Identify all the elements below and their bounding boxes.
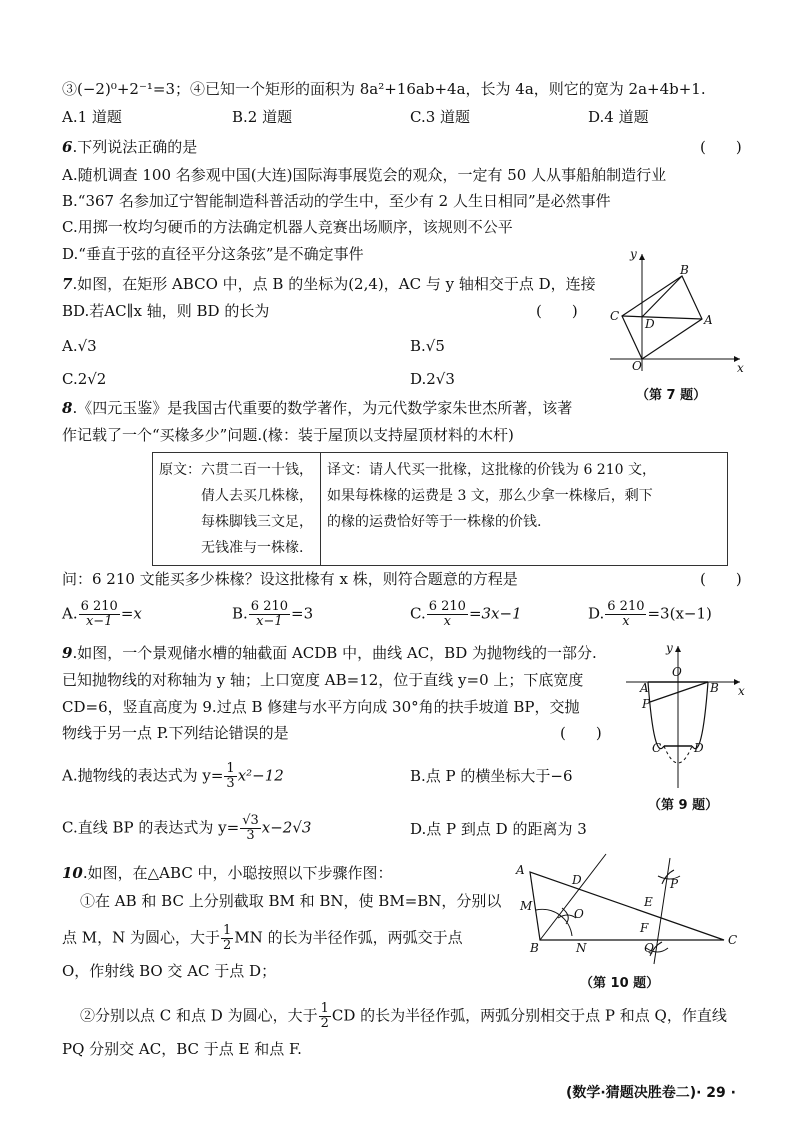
q10-step1-text: 点 M，N 为圆心，大于	[62, 928, 221, 947]
q8-option-d-denominator: x	[622, 614, 630, 629]
q8-stem-line1	[62, 397, 572, 419]
q9-option-c-denominator: 3	[246, 828, 255, 843]
q9-y-arrow-icon	[675, 646, 681, 652]
q10-label-c: C	[728, 933, 738, 947]
q10-label-m: M	[520, 899, 533, 913]
q8-option-d-prefix: D.	[588, 604, 605, 623]
q7-number: 7	[62, 275, 73, 293]
q8-translation-line: 的椽的运费恰好等于一株椽的价钱.	[327, 514, 542, 530]
q8-option-a-prefix: A.	[62, 604, 78, 623]
q5-option-c: C.3 道题	[410, 108, 471, 126]
q5-option-d: D.4 道题	[588, 108, 649, 126]
q6-option-c: C.用掷一枚均匀硬币的方法确定机器人竞赛出场顺序，该规则不公平	[62, 218, 513, 236]
q7-label-d: D	[645, 317, 655, 331]
q7-option-c: C.2√2	[62, 370, 107, 388]
q7-stem-line2: BD.若AC∥x 轴，则 BD 的长为	[62, 302, 270, 320]
q7-label-a: A	[704, 313, 713, 327]
q10-step2-denominator: 2	[320, 1016, 329, 1031]
q9-option-c-numerator: √3	[242, 813, 259, 828]
q9-option-c-fraction	[240, 814, 261, 843]
q8-option-c-prefix: C.	[410, 604, 426, 623]
q9-caption: （第 9 题）	[648, 798, 719, 813]
q10-label-o: O	[574, 907, 584, 921]
q10-step2-line1	[80, 1002, 727, 1031]
q10-label-f: F	[640, 921, 649, 935]
q5-option-b: B.2 道题	[232, 108, 293, 126]
q7-segment-ac	[622, 316, 702, 319]
q9-option-a	[62, 762, 284, 791]
q8-option-d	[588, 600, 712, 629]
q9-label-o: O	[672, 665, 682, 679]
q9-label-c: C	[652, 741, 662, 755]
q6-option-d: D.“垂直于弦的直径平分这条弦”是不确定事件	[62, 245, 364, 263]
q8-option-b-fraction	[249, 600, 290, 629]
q9-figure	[622, 640, 752, 790]
q8-option-a-denominator: x−1	[85, 614, 113, 629]
q9-label-x: x	[738, 684, 745, 698]
q7-label-x: x	[737, 361, 744, 375]
q10-step1-line1: ①在 AB 和 BC 上分别截取 BM 和 BN，使 BM=BN，分别以	[80, 892, 502, 910]
q8-option-b-denominator: x−1	[256, 614, 283, 629]
page-footer: (数学·猜题决胜卷二)· 29 ·	[566, 1085, 736, 1101]
q10-label-b: B	[530, 941, 539, 955]
q8-option-d-fraction	[605, 600, 646, 629]
q8-option-a-rhs: =x	[120, 604, 142, 623]
q8-option-c-numerator: 6 210	[428, 599, 466, 614]
q10-label-q: Q	[644, 941, 654, 955]
q10-triangle-abc	[530, 872, 724, 940]
q7-label-b: B	[680, 263, 689, 277]
q8-original-line: 每株脚钱三文足，	[201, 514, 313, 530]
q9-option-d: D.点 P 到点 D 的距离为 3	[410, 820, 587, 838]
q9-curve-ac	[648, 682, 664, 749]
q6-answer-bracket: ( )	[700, 138, 742, 156]
q7-label-o: O	[632, 359, 642, 373]
q8-option-c-fraction	[427, 600, 468, 629]
q10-step2-numerator: 1	[320, 1001, 329, 1016]
q7-stem-text: .如图，在矩形 ABCO 中，点 B 的坐标为(2,4)，AC 与 y 轴相交于点 D，连接	[72, 275, 596, 293]
q10-step2-text: ②分别以点 C 和点 D 为圆心，大于	[80, 1006, 318, 1025]
q10-step2-line2: PQ 分别交 AC，BC 于点 E 和点 F.	[62, 1040, 302, 1058]
q9-label-p: P	[642, 697, 651, 711]
q10-label-n: N	[576, 941, 587, 955]
q10-step1-denominator: 2	[223, 938, 232, 953]
q9-stem-line3: CD=6，竖直高度为 9.过点 B 修建与水平方向成 30°角的扶手坡道 BP，交抛	[62, 698, 580, 716]
q7-option-d: D.2√3	[410, 370, 455, 388]
q9-label-a: A	[640, 681, 649, 695]
q10-label-a: A	[516, 863, 525, 877]
q10-stem-line1	[62, 862, 393, 884]
q10-ray-bo	[540, 854, 606, 940]
q10-step1-text-end: MN 的长为半径作弧，两弧交于点	[234, 928, 463, 947]
q8-stem-line2: 作记载了一个“买椽多少”问题.(椽：装于屋顶以支持屋顶材料的木杆)	[62, 426, 514, 444]
q8-option-d-numerator: 6 210	[607, 599, 645, 614]
q10-stem-text: .如图，在△ABC 中，小聪按照以下步骤作图：	[82, 864, 393, 882]
q7-figure	[600, 246, 750, 376]
q8-option-b	[232, 600, 313, 629]
q6-stem	[62, 136, 197, 158]
q7-option-a: A.√3	[62, 337, 97, 355]
q8-question: 问：6 210 文能买多少株椽？设这批椽有 x 株，则符合题意的方程是	[62, 570, 518, 588]
q8-text-table	[152, 452, 728, 566]
q9-label-d: D	[694, 741, 704, 755]
q9-option-b: B.点 P 的横坐标大于−6	[410, 767, 573, 785]
q7-label-c: C	[610, 309, 620, 323]
q8-option-d-rhs: =3(x−1)	[647, 604, 712, 623]
q10-step2-fraction	[319, 1002, 331, 1031]
q8-translation-cell	[321, 453, 728, 566]
q10-caption: （第 10 题）	[580, 976, 660, 991]
q8-option-c	[410, 600, 522, 629]
q8-stem-text: .《四元玉鉴》是我国古代重要的数学著作，为元代数学家朱世杰所著，该著	[72, 399, 573, 417]
q8-answer-bracket: ( )	[700, 570, 742, 588]
q9-stem-line4: 物线于另一点 P.下列结论错误的是	[62, 724, 289, 742]
q8-option-a-numerator: 6 210	[80, 599, 118, 614]
q8-option-a	[62, 600, 142, 629]
q10-step2-text-end: CD 的长为半径作弧，两弧分别相交于点 P 和点 Q，作直线	[331, 1006, 727, 1025]
q10-step1-fraction	[221, 924, 233, 953]
q7-caption: （第 7 题）	[636, 388, 707, 403]
q9-curve-bd	[692, 682, 708, 749]
q10-label-e: E	[644, 895, 653, 909]
q9-option-a-denominator: 3	[226, 776, 235, 791]
q8-option-b-rhs: =3	[291, 604, 314, 623]
q8-option-b-prefix: B.	[232, 604, 248, 623]
q9-number: 9	[62, 644, 73, 662]
q9-option-a-numerator: 1	[226, 761, 235, 776]
q8-option-c-denominator: x	[443, 614, 451, 629]
q6-stem-text: .下列说法正确的是	[72, 138, 198, 156]
q9-option-c	[62, 814, 311, 843]
q7-segment-bd	[642, 276, 682, 317]
q7-y-arrow-icon	[639, 254, 645, 260]
q5-statement-line: ③(−2)⁰+2⁻¹=3；④已知一个矩形的面积为 8a²+16ab+4a，长为 4a，则它的宽为 2a+4b+1.	[62, 80, 706, 98]
q10-figure	[506, 852, 746, 970]
q7-stem-line1	[62, 273, 596, 295]
q7-label-y: y	[630, 247, 637, 261]
q10-label-d: D	[572, 873, 582, 887]
q9-option-a-expression: x²−12	[237, 766, 284, 785]
q7-option-b: B.√5	[410, 337, 445, 355]
q10-step1-numerator: 1	[223, 923, 232, 938]
q9-option-a-fraction	[224, 762, 236, 791]
q6-option-a: A.随机调查 100 名参观中国(大连)国际海事展览会的观众，一定有 50 人从事船舶制造行业	[62, 166, 667, 184]
q5-option-a: A.1 道题	[62, 108, 122, 126]
q9-stem-text: .如图，一个景观储水槽的轴截面 ACDB 中，曲线 AC，BD 为抛物线的一部分.	[72, 644, 597, 662]
q8-original-line: 无钱准与一株椽.	[201, 540, 304, 556]
q8-original-line: 倩人去买几株椽，	[201, 488, 313, 504]
q8-original-text-cell	[153, 453, 321, 566]
q10-number: 10	[62, 864, 83, 882]
q7-answer-bracket: ( )	[536, 302, 578, 320]
q10-step1-line3: O，作射线 BO 交 AC 于点 D；	[62, 962, 277, 980]
q9-segment-bp	[650, 682, 708, 702]
q9-label-y: y	[666, 641, 673, 655]
q6-option-b: B.“367 名参加辽宁智能制造科普活动的学生中，至少有 2 人生日相同”是必然事件	[62, 192, 611, 210]
q9-label-b: B	[710, 681, 719, 695]
q9-option-c-expression: x−2√3	[261, 818, 312, 837]
q9-answer-bracket: ( )	[560, 724, 602, 742]
q8-option-c-rhs: =3x−1	[468, 604, 522, 623]
q8-translation-line: 如果每株椽的运费是 3 文，那么少拿一株椽后，剩下	[327, 488, 653, 504]
q10-step1-line2	[62, 924, 463, 953]
q6-number: 6	[62, 138, 73, 156]
q8-original-line: 原文：六贯二百一十钱，	[159, 462, 313, 478]
q8-translation-line: 译文：请人代买一批椽，这批椽的价钱为 6 210 文，	[327, 462, 656, 478]
q8-option-b-numerator: 6 210	[250, 599, 289, 614]
q10-label-p: P	[670, 877, 679, 891]
q9-option-a-text: A.抛物线的表达式为 y=	[62, 766, 224, 785]
q8-option-a-fraction	[79, 600, 120, 629]
q9-stem-line2: 已知抛物线的对称轴为 y 轴；上口宽度 AB=12，位于直线 y=0 上；下底宽度	[62, 671, 584, 689]
q9-stem-line1	[62, 642, 597, 664]
q9-option-c-text: C.直线 BP 的表达式为 y=	[62, 818, 240, 837]
q8-number: 8	[62, 399, 73, 417]
